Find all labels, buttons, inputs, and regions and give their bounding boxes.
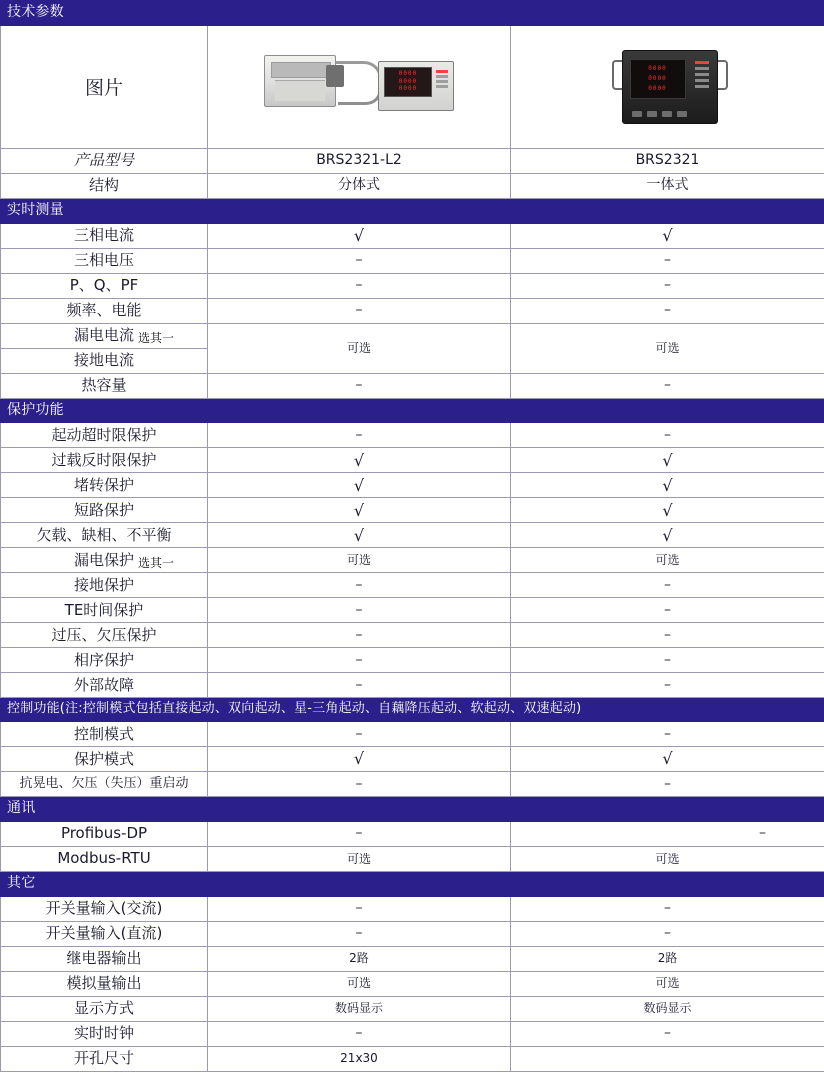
row-label: 过压、欠压保护: [1, 623, 208, 648]
product1-value: –: [208, 673, 511, 698]
mounting-bracket-left-icon: [612, 60, 622, 90]
section-label-comm: 通讯: [1, 796, 824, 821]
table-row: [1, 673, 824, 698]
row-label-group: [1, 323, 208, 348]
keypad-button-4-icon: [677, 111, 687, 117]
row-label: 开关量输入(直流): [1, 921, 208, 946]
product2-value: 2路: [511, 946, 824, 971]
row-label: 短路保护: [1, 498, 208, 523]
product1-value: 21x30: [208, 1046, 511, 1071]
table-row: [1, 846, 824, 871]
row-label: 欠载、缺相、不平衡: [1, 523, 208, 548]
product1-value: √: [208, 523, 511, 548]
button-group: [632, 111, 687, 117]
digits-line-1: 0000: [398, 70, 418, 78]
digits-line-3: 0000: [648, 84, 667, 92]
row-label: 漏电电流: [73, 326, 134, 345]
choose-one-note: 选其一: [138, 556, 175, 571]
row-label: 起动超时限保护: [1, 423, 208, 448]
row-label: 堵转保护: [1, 473, 208, 498]
row-label: Modbus-RTU: [1, 846, 208, 871]
product2-value: –: [511, 573, 824, 598]
row-label: 三相电压: [1, 248, 208, 273]
product2-value: 可选: [511, 971, 824, 996]
table-row-grouped: [1, 548, 824, 573]
row-label: 接地保护: [1, 573, 208, 598]
product2-value: 数码显示: [511, 996, 824, 1021]
product2-value: √: [511, 448, 824, 473]
product2-value: 可选: [511, 548, 824, 573]
product1-value: √: [208, 473, 511, 498]
product2-value: √: [511, 746, 824, 771]
table-row: [1, 423, 824, 448]
product2-value: –: [511, 598, 824, 623]
product1-value: √: [208, 223, 511, 248]
cable-lower-icon: [338, 79, 382, 105]
led-screen: [630, 59, 686, 99]
section-label-realtime: 实时测量: [1, 198, 824, 223]
status-led-1-icon: [436, 70, 448, 73]
row-label: 保护模式: [1, 746, 208, 771]
product2-value: –: [511, 896, 824, 921]
row-label: 显示方式: [1, 996, 208, 1021]
structure-row-label: 结构: [1, 173, 208, 198]
table-row: [1, 498, 824, 523]
row-label: 三相电流: [1, 223, 208, 248]
row-label: 外部故障: [1, 673, 208, 698]
product2-value: √: [511, 523, 824, 548]
product1-value: 可选: [208, 323, 511, 373]
product1-value: –: [208, 771, 511, 796]
status-led-3-icon: [436, 80, 448, 83]
status-led-2-icon: [695, 67, 709, 70]
row-label: 频率、电能: [1, 298, 208, 323]
product2-value: –: [511, 273, 824, 298]
display-module-icon: [378, 61, 454, 111]
product2-value: –: [511, 1021, 824, 1046]
table-row: [1, 448, 824, 473]
table-row: [1, 648, 824, 673]
digits-line-3: 0000: [398, 85, 418, 93]
product1-value: √: [208, 498, 511, 523]
table-row-structure: [1, 173, 824, 198]
table-row: [1, 523, 824, 548]
table-row: [1, 248, 824, 273]
section-header-other: [1, 871, 824, 896]
table-row: [1, 223, 824, 248]
product2-value: –: [511, 921, 824, 946]
row-label: 过载反时限保护: [1, 448, 208, 473]
table-row: [1, 771, 824, 796]
digits-line-2: 0000: [398, 77, 418, 85]
digits-line-1: 0000: [648, 64, 667, 72]
section-header-title: [1, 1, 824, 26]
row-label: TE时间保护: [1, 598, 208, 623]
table-row: [1, 946, 824, 971]
product1-value: –: [208, 648, 511, 673]
row-label: 开孔尺寸: [1, 1046, 208, 1071]
product1-value: –: [208, 1021, 511, 1046]
keypad-button-1-icon: [632, 111, 642, 117]
product1-value: –: [208, 373, 511, 398]
product2-value: [511, 1046, 824, 1071]
product2-image-cell: [511, 25, 824, 148]
product2-value: 可选: [511, 323, 824, 373]
status-led-4-icon: [695, 79, 709, 82]
table-row: [1, 971, 824, 996]
table-row: [1, 921, 824, 946]
status-led-4-icon: [436, 85, 448, 88]
product2-value: √: [511, 473, 824, 498]
table-row: [1, 273, 824, 298]
row-label: 接地电流: [1, 348, 208, 373]
table-row: [1, 623, 824, 648]
section-header-realtime: [1, 198, 824, 223]
split-type-device-illustration: [264, 47, 454, 127]
table-row: [1, 896, 824, 921]
section-label-protection: 保护功能: [1, 398, 824, 423]
row-label: 开关量输入(交流): [1, 896, 208, 921]
product2-value: 可选: [511, 846, 824, 871]
product2-model: BRS2321: [511, 148, 824, 173]
row-label: 热容量: [1, 373, 208, 398]
product1-value: –: [208, 896, 511, 921]
device-body: [622, 50, 718, 124]
product2-value: –: [511, 821, 824, 846]
table-row-picture: [1, 25, 824, 148]
product2-value: –: [511, 423, 824, 448]
product1-value: –: [208, 298, 511, 323]
row-label: 相序保护: [1, 648, 208, 673]
product2-value: –: [511, 721, 824, 746]
table-row: [1, 598, 824, 623]
row-label-group: [1, 548, 208, 573]
row-label: P、Q、PF: [1, 273, 208, 298]
page-title: 技术参数: [1, 1, 824, 26]
status-led-group: [695, 61, 709, 88]
product1-value: –: [208, 573, 511, 598]
product1-model: BRS2321-L2: [208, 148, 511, 173]
table-row: [1, 721, 824, 746]
table-row: [1, 473, 824, 498]
product2-value: –: [511, 771, 824, 796]
product1-value: 数码显示: [208, 996, 511, 1021]
section-header-protection: [1, 398, 824, 423]
keypad-button-3-icon: [662, 111, 672, 117]
row-label: 抗晃电、欠压（失压）重启动: [1, 771, 208, 796]
product1-value: 可选: [208, 548, 511, 573]
product2-value: –: [511, 248, 824, 273]
product1-value: √: [208, 448, 511, 473]
status-led-3-icon: [695, 73, 709, 76]
choose-one-note: 选其一: [138, 331, 175, 346]
product2-value: –: [511, 298, 824, 323]
status-led-group: [436, 70, 448, 88]
table-row: [1, 996, 824, 1021]
mounting-bracket-right-icon: [718, 60, 728, 90]
table-row: [1, 1021, 824, 1046]
status-led-1-icon: [695, 61, 709, 64]
led-screen: [384, 67, 432, 97]
row-label: 漏电保护: [73, 551, 134, 570]
product2-value: –: [511, 648, 824, 673]
section-header-control: [1, 698, 824, 722]
table-row: [1, 298, 824, 323]
table-row: [1, 373, 824, 398]
row-label: 实时时钟: [1, 1021, 208, 1046]
product1-value: –: [208, 821, 511, 846]
table-row-model: [1, 148, 824, 173]
table-row: [1, 821, 824, 846]
product2-value: √: [511, 223, 824, 248]
digits-line-2: 0000: [648, 74, 667, 82]
section-label-other: 其它: [1, 871, 824, 896]
product1-value: –: [208, 598, 511, 623]
table-row-grouped: [1, 573, 824, 598]
product1-value: –: [208, 921, 511, 946]
product1-value: –: [208, 623, 511, 648]
picture-row-label: 图片: [1, 25, 208, 148]
product2-value: –: [511, 673, 824, 698]
model-row-label: 产品型号: [1, 148, 208, 173]
row-label: Profibus-DP: [1, 821, 208, 846]
integrated-type-device-illustration: [612, 46, 724, 128]
product1-value: 2路: [208, 946, 511, 971]
product1-value: –: [208, 248, 511, 273]
product1-structure: 分体式: [208, 173, 511, 198]
status-led-2-icon: [436, 75, 448, 78]
table-row: [1, 1046, 824, 1071]
section-header-comm: [1, 796, 824, 821]
product2-value: –: [511, 623, 824, 648]
product1-value: √: [208, 746, 511, 771]
table-row-grouped: [1, 323, 824, 348]
product1-value: –: [208, 273, 511, 298]
row-label: 继电器输出: [1, 946, 208, 971]
product1-value: –: [208, 721, 511, 746]
product2-value: –: [511, 373, 824, 398]
product1-value: 可选: [208, 971, 511, 996]
keypad-button-2-icon: [647, 111, 657, 117]
row-label: 模拟量输出: [1, 971, 208, 996]
product1-value: 可选: [208, 846, 511, 871]
section-label-control: 控制功能(注:控制模式包括直接起动、双向起动、星-三角起动、自藕降压起动、软起动、双速起动): [1, 698, 824, 722]
status-led-5-icon: [695, 85, 709, 88]
product1-image-cell: [208, 25, 511, 148]
product2-structure: 一体式: [511, 173, 824, 198]
product1-value: –: [208, 423, 511, 448]
table-row: [1, 746, 824, 771]
row-label: 控制模式: [1, 721, 208, 746]
product2-value: √: [511, 498, 824, 523]
